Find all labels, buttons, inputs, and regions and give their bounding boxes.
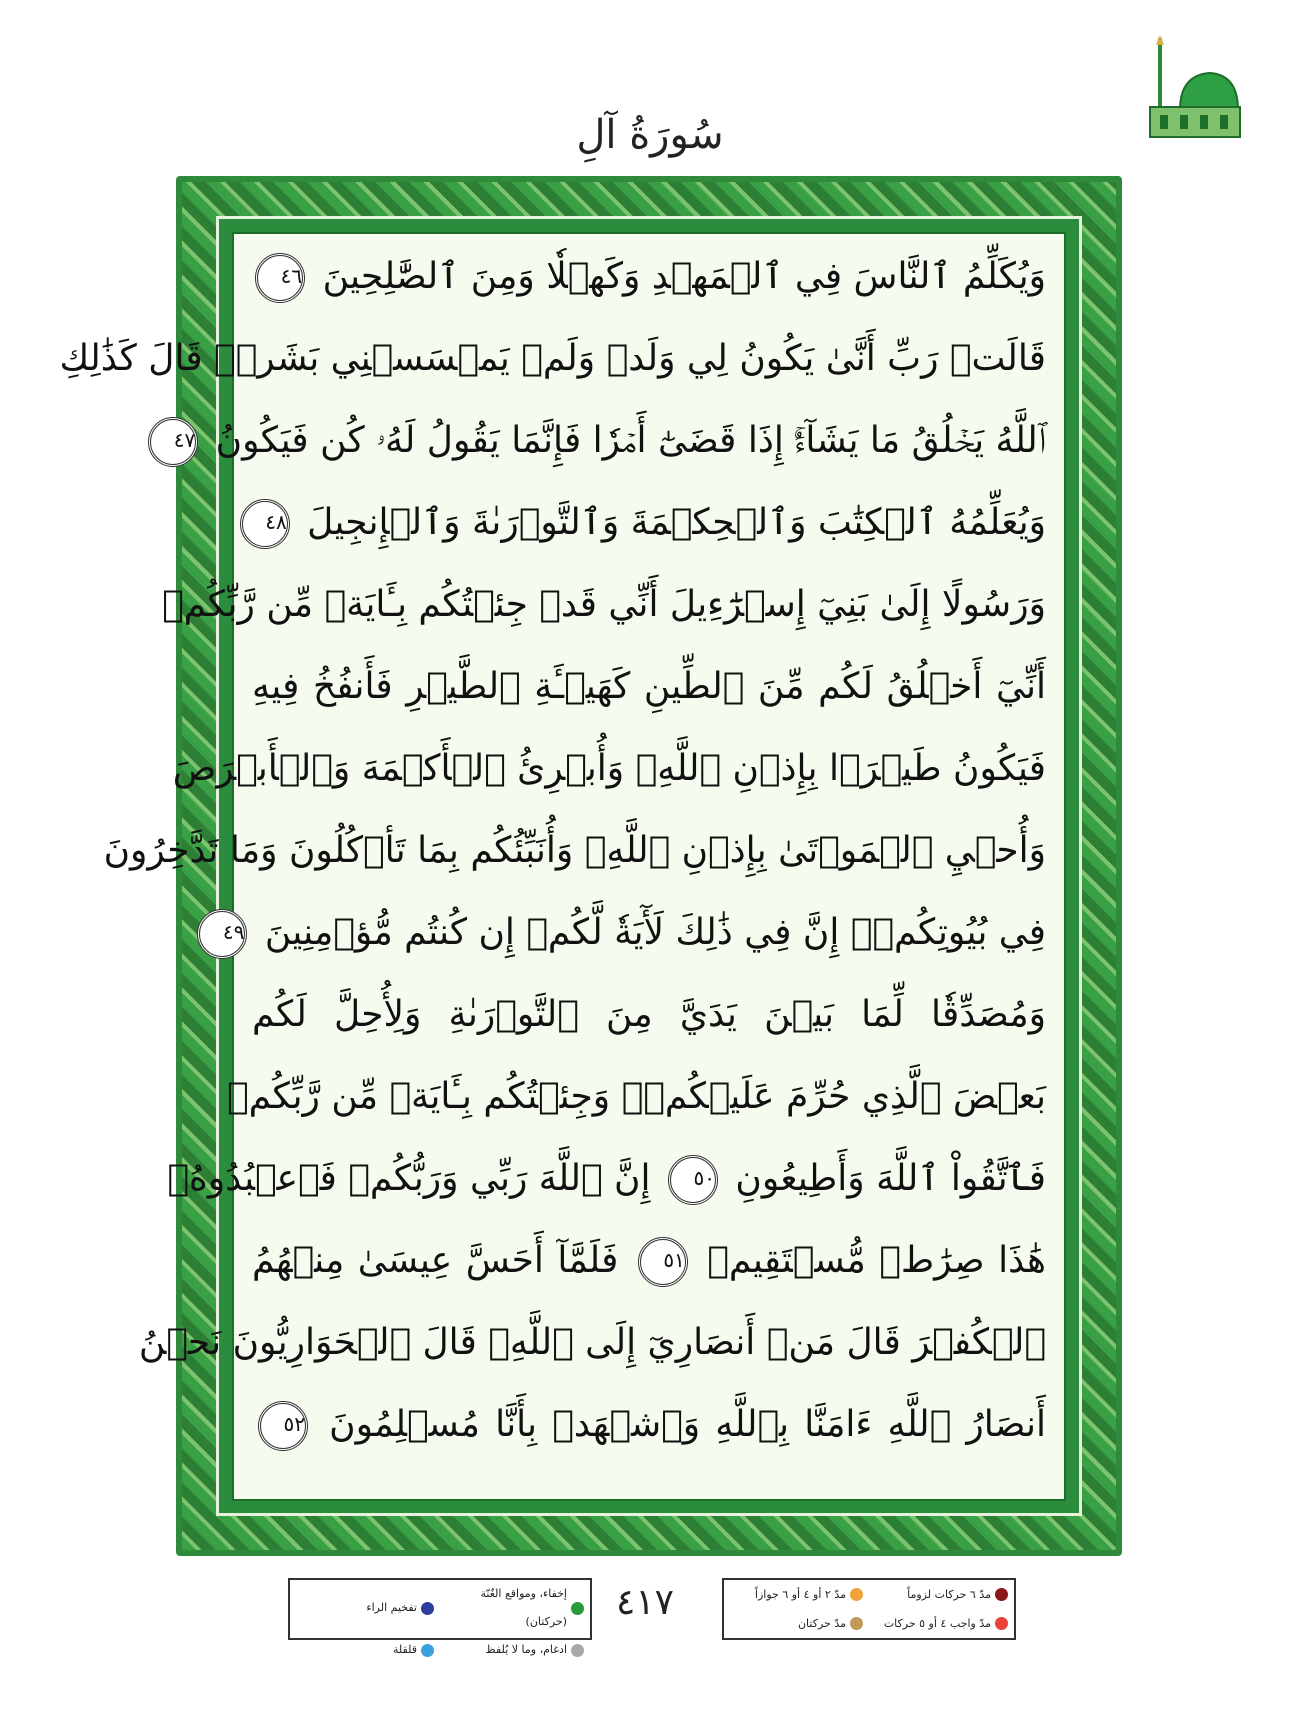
- text-line-9: [222, 898, 1046, 968]
- text-line-6: [252, 652, 1046, 722]
- line-text: وَأُحۡيِ ٱلۡمَوۡتَىٰ بِإِذۡنِ ٱللَّهِۖ وَأُنَبِّئُكُم بِمَا تَأۡكُلُونَ وَمَا تَدَّخِرُونَ: [103, 830, 1046, 871]
- color-dot-icon: [571, 1644, 584, 1657]
- line-text: فِي بُيُوتِكُمۡۚ إِنَّ فِي ذَٰلِكَ لَأٓيَةٗ لَّكُمۡ إِن كُنتُم مُّؤۡمِنِينَ: [264, 912, 1046, 953]
- legend-item: ادغام، وما لا يُلفظ: [440, 1636, 590, 1664]
- tajweed-legend-left: [288, 1578, 592, 1656]
- page-footer: [0, 1570, 1295, 1700]
- color-dot-icon: [995, 1588, 1008, 1601]
- ayah-marker-49: ٤٩: [197, 909, 247, 959]
- legend-item: تفخيم الراء: [290, 1580, 440, 1636]
- legend-item: مدّ ٦ حركات لزوماً: [869, 1580, 1014, 1609]
- ayah-marker-47: ٤٧: [148, 417, 198, 467]
- line-text: فَٱتَّقُواْ ٱللَّهَ وَأَطِيعُونِ: [735, 1158, 1046, 1199]
- line-text: وَيُعَلِّمُهُ ٱلۡكِتَٰبَ وَٱلۡحِكۡمَةَ وَٱلتَّوۡرَىٰةَ وَٱلۡإِنجِيلَ: [307, 502, 1046, 543]
- mosque-dome-icon: [1140, 35, 1240, 140]
- ayah-marker-52: ٥٢: [258, 1401, 308, 1451]
- color-dot-icon: [421, 1644, 434, 1657]
- ayah-marker-46: ٤٦: [255, 253, 305, 303]
- text-line-15: [252, 1390, 1046, 1460]
- line-text: ٱللَّهُ يَخۡلُقُ مَا يَشَآءُۚ إِذَا قَضَىٰٓ أَمۡرٗا فَإِنَّمَا يَقُولُ لَهُۥ كُن فَيَكُونُ: [215, 420, 1046, 461]
- text-line-14: [138, 1308, 1046, 1378]
- ayah-marker-51: ٥١: [638, 1237, 688, 1287]
- tajweed-legend-right: [722, 1578, 1016, 1640]
- quran-page-text: [59, 232, 1066, 1501]
- line-text: ٱلۡكُفۡرَ قَالَ مَنۡ أَنصَارِيٓ إِلَى ٱللَّهِۖ قَالَ ٱلۡحَوَارِيُّونَ نَحۡنُ: [138, 1322, 1046, 1363]
- text-line-2: [59, 324, 1046, 394]
- legend-item: مدّ حركتان: [724, 1609, 869, 1638]
- line-text-continuation: فَلَمَّآ أَحَسَّ عِيسَىٰ مِنۡهُمُ: [252, 1240, 619, 1281]
- legend-item: مدّ ٢ أو ٤ أو ٦ جوازاً: [724, 1580, 869, 1609]
- text-line-12: [167, 1144, 1046, 1214]
- line-text: قَالَتۡ رَبِّ أَنَّىٰ يَكُونُ لِي وَلَدٞ وَلَمۡ يَمۡسَسۡنِي بَشَرٞۖ قَالَ كَذَٰلِكِ: [59, 338, 1046, 379]
- text-line-7: [172, 734, 1046, 804]
- legend-item: إخفاء، ومواقع الغُنّة (حركتان): [440, 1580, 590, 1636]
- page-header: [0, 0, 1295, 175]
- text-line-4: [252, 488, 1046, 558]
- text-line-13: [252, 1226, 1046, 1296]
- text-line-8: [103, 816, 1046, 886]
- line-text: هَٰذَا صِرَٰطٞ مُّسۡتَقِيمٞ: [707, 1240, 1046, 1281]
- page-number: ٤١٧: [615, 1582, 674, 1623]
- line-text-continuation: إِنَّ ٱللَّهَ رَبِّي وَرَبُّكُمۡ فَٱعۡبُدُوهُۚ: [167, 1158, 651, 1199]
- line-text: وَيُكَلِّمُ ٱلنَّاسَ فِي ٱلۡمَهۡدِ وَكَهۡلٗا وَمِنَ ٱلصَّٰلِحِينَ: [322, 256, 1046, 297]
- text-line-3: [173, 406, 1046, 476]
- color-dot-icon: [850, 1617, 863, 1630]
- text-line-5: [162, 570, 1046, 640]
- line-text: وَرَسُولًا إِلَىٰ بَنِيٓ إِسۡرَٰٓءِيلَ أَنِّي قَدۡ جِئۡتُكُم بِـَٔايَةٖ مِّن رَّبِّكُمۡ: [162, 584, 1046, 625]
- line-text: وَمُصَدِّقٗا لِّمَا بَيۡنَ يَدَيَّ مِنَ ٱلتَّوۡرَىٰةِ وَلِأُحِلَّ لَكُم: [252, 994, 1046, 1035]
- line-text: أَنِّيٓ أَخۡلُقُ لَكُم مِّنَ ٱلطِّينِ كَهَيۡـَٔةِ ٱلطَّيۡرِ فَأَنفُخُ فِيهِ: [252, 666, 1046, 707]
- ayah-marker-50: ٥٠: [668, 1155, 718, 1205]
- text-line-1: [252, 242, 1046, 312]
- line-text: أَنصَارُ ٱللَّهِ ءَامَنَّا بِٱللَّهِ وَٱشۡهَدۡ بِأَنَّا مُسۡلِمُونَ: [329, 1404, 1046, 1445]
- surah-title: سُورَةُ آلِ: [576, 112, 724, 158]
- color-dot-icon: [571, 1602, 584, 1615]
- legend-item: قلقلة: [290, 1636, 440, 1664]
- color-dot-icon: [995, 1617, 1008, 1630]
- ayah-marker-48: ٤٨: [240, 499, 290, 549]
- legend-item: مدّ واجب ٤ أو ٥ حركات: [869, 1609, 1014, 1638]
- text-line-10: [252, 980, 1046, 1050]
- line-text: فَيَكُونُ طَيۡرَۢا بِإِذۡنِ ٱللَّهِۖ وَأُبۡرِئُ ٱلۡأَكۡمَهَ وَٱلۡأَبۡرَصَ: [172, 748, 1046, 789]
- line-text: بَعۡضَ ٱلَّذِي حُرِّمَ عَلَيۡكُمۡۚ وَجِئۡتُكُم بِـَٔايَةٖ مِّن رَّبِّكُمۡ: [227, 1076, 1046, 1117]
- color-dot-icon: [850, 1588, 863, 1601]
- color-dot-icon: [421, 1602, 434, 1615]
- text-line-11: [227, 1062, 1046, 1132]
